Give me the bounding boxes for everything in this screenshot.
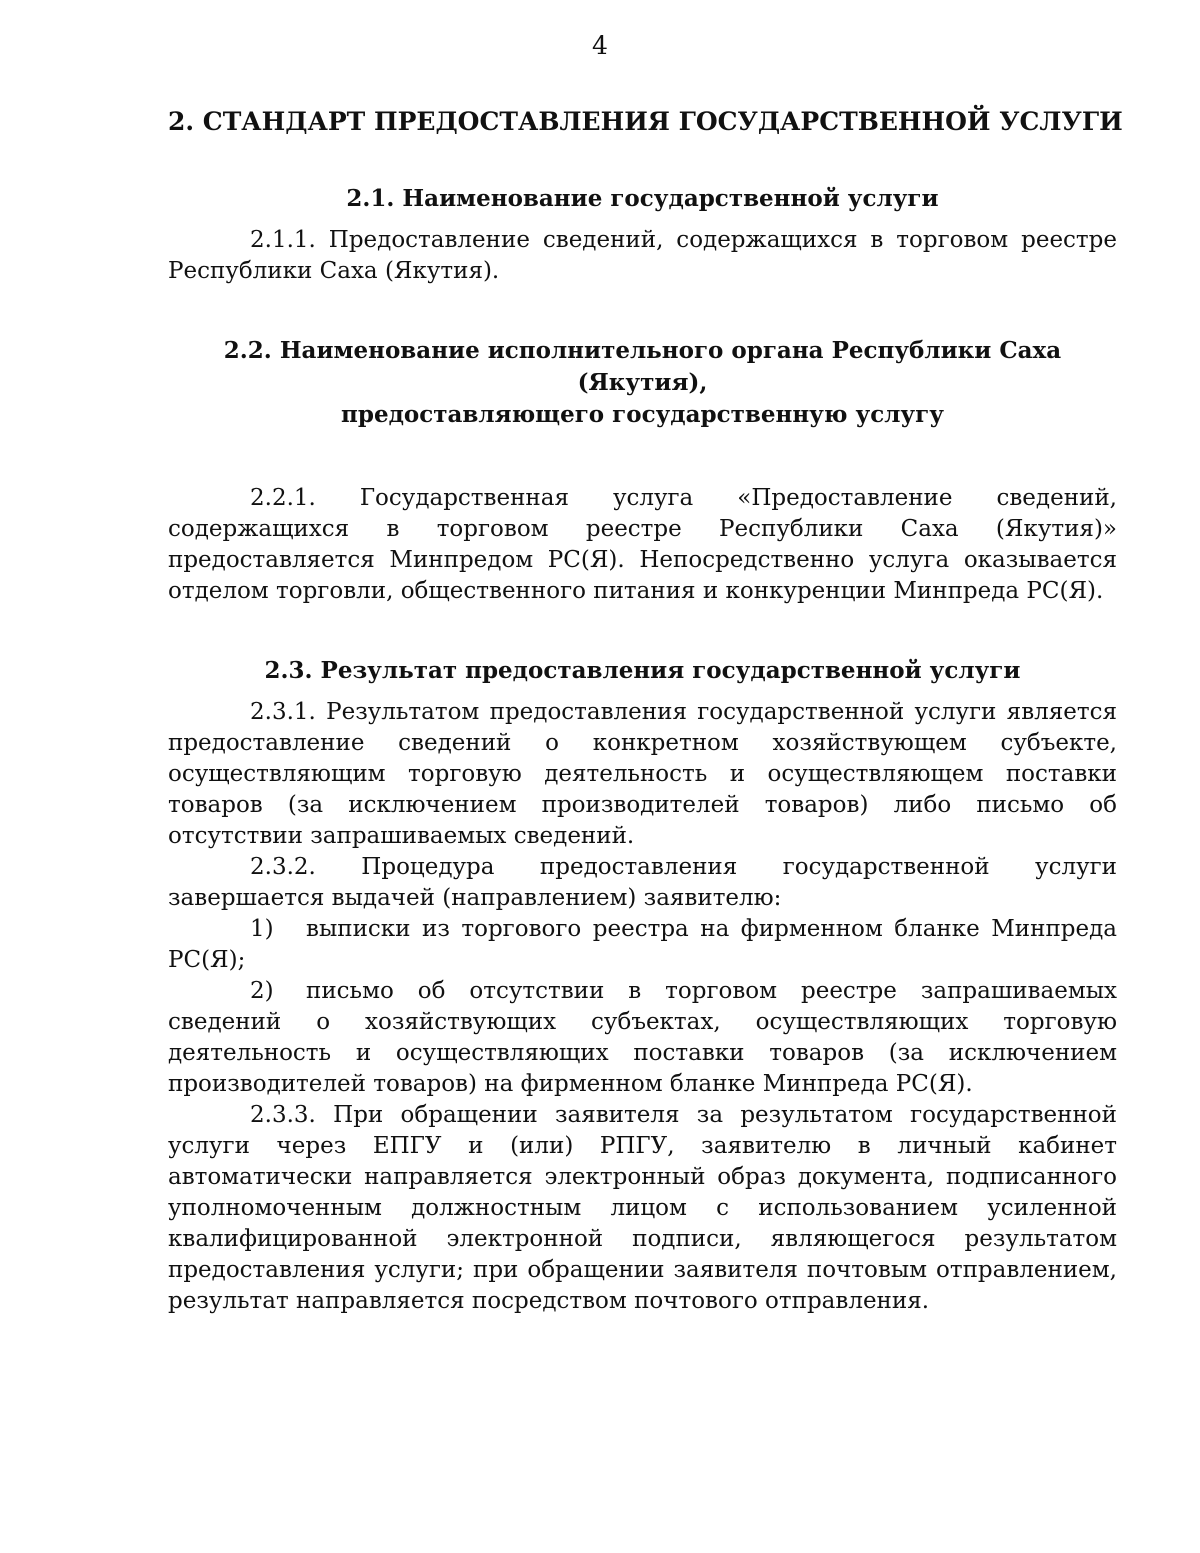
list-item-2	[168, 976, 1117, 1100]
section-heading-2-1: 2.1. Наименование государственной услуги	[346, 185, 939, 212]
page-number: 4	[592, 31, 608, 60]
section-heading-2-2-line1: 2.2. Наименование исполнительного органа Республики Саха (Якутия),	[223, 337, 1062, 396]
document-body	[168, 106, 1123, 1317]
chapter-title: 2. СТАНДАРТ ПРЕДОСТАВЛЕНИЯ ГОСУДАРСТВЕННОЙ УСЛУГИ	[168, 107, 1123, 136]
paragraph-2-2-1: 2.2.1. Государственная услуга «Предоставление сведений, содержащихся в торговом реестре Республики Саха (Якутия)» предоставляется Минпредом РС(Я). Непосредственно услуга оказывается отделом торговли, общественного питания и конкуренции Минпреда РС(Я).	[168, 485, 1117, 604]
paragraph-2-3-1: 2.3.1. Результатом предоставления государственной услуги является предоставление сведений о конкретном хозяйствующем субъекте, осуществляющим торговую деятельность и осуществляющем поставки товаров (за исключением производителей товаров) либо письмо об отсутствии запрашиваемых сведений.	[168, 699, 1117, 849]
paragraph-2-3-2: 2.3.2. Процедура предоставления государственной услуги завершается выдачей (направлением) заявителю:	[168, 854, 1117, 911]
paragraph-2-3-3: 2.3.3. При обращении заявителя за результатом государственной услуги через ЕПГУ и (или) РПГУ, заявителю в личный кабинет автоматически направляется электронный образ документа, подписанного уполномоченным должностным лицом с использованием усиленной квалифицированной электронной подписи, являющегося результатом предоставления услуги; при обращении заявителя почтовым отправлением, результат направляется посредством почтового отправления.	[168, 1102, 1117, 1314]
paragraph-2-1-1: 2.1.1. Предоставление сведений, содержащихся в торговом реестре Республики Саха (Якутия).	[168, 227, 1117, 284]
list-item-2-number: 2)	[250, 978, 274, 1004]
list-item-1	[168, 914, 1117, 976]
section-heading-2-3: 2.3. Результат предоставления государственной услуги	[264, 657, 1021, 684]
section-heading-2-2-line2: предоставляющего государственную услугу	[341, 401, 944, 428]
list-item-1-text: выписки из торгового реестра на фирменном бланке Минпреда РС(Я);	[168, 916, 1117, 973]
list-item-1-number: 1)	[250, 916, 274, 942]
list-item-2-text: письмо об отсутствии в торговом реестре запрашиваемых сведений о хозяйствующих субъектах, осуществляющих торговую деятельность и осуществляющих поставки товаров (за исключением производителей товаров) на фирменном бланке Минпреда РС(Я).	[168, 978, 1117, 1097]
